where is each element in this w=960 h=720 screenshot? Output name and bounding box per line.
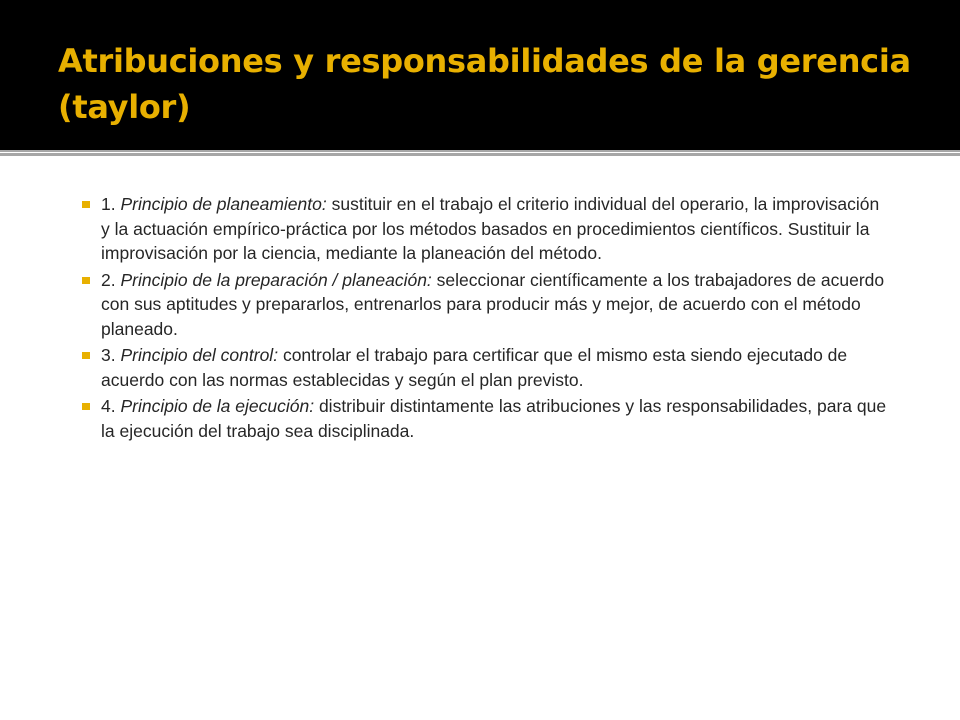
principle-name: Principio de planeamiento:: [120, 194, 327, 214]
bullet-item-control: [82, 343, 892, 392]
bullet-item-planeamiento: [82, 192, 892, 266]
square-bullet-icon: [82, 403, 90, 410]
principle-description: seleccionar científicamente a los trabajadores de acuerdo con sus aptitudes y prepararlos, entrenarlos para producir más y mejor, de acuerdo con el método planeado.: [101, 269, 885, 339]
principle-name: Principio de la ejecución:: [120, 396, 315, 416]
square-bullet-icon: [82, 201, 90, 208]
square-bullet-icon: [82, 277, 90, 284]
item-number: 1.: [101, 194, 116, 214]
item-number: 3.: [101, 345, 116, 365]
title-divider: [0, 150, 960, 156]
principle-description: controlar el trabajo para certificar que el mismo esta siendo ejecutado de acuerdo con las normas establecidas y según el plan previsto.: [101, 345, 848, 390]
title-divider-highlight: [0, 152, 960, 153]
square-bullet-icon: [82, 352, 90, 359]
slide-title: Atribuciones y responsabilidades de la gerencia (taylor): [58, 42, 911, 126]
title-bar: [0, 0, 960, 150]
bullet-item-ejecucion: [82, 394, 892, 443]
principle-name: Principio de la preparación / planeación:: [120, 269, 432, 290]
principle-name: Principio del control:: [120, 345, 279, 365]
principle-description: sustituir en el trabajo el criterio individual del operario, la improvisación y la actuación empírico-práctica por los métodos basados en procedimientos científicos. Sustituir la improvisación por la ciencia, mediante la planeación del método.: [101, 194, 880, 263]
item-number: 2.: [101, 269, 116, 290]
bullet-list: [82, 192, 892, 445]
item-number: 4.: [101, 396, 116, 416]
principle-description: distribuir distintamente las atribuciones y las responsabilidades, para que la ejecución del trabajo sea disciplinada.: [101, 396, 887, 441]
bullet-item-preparacion: [82, 268, 892, 342]
